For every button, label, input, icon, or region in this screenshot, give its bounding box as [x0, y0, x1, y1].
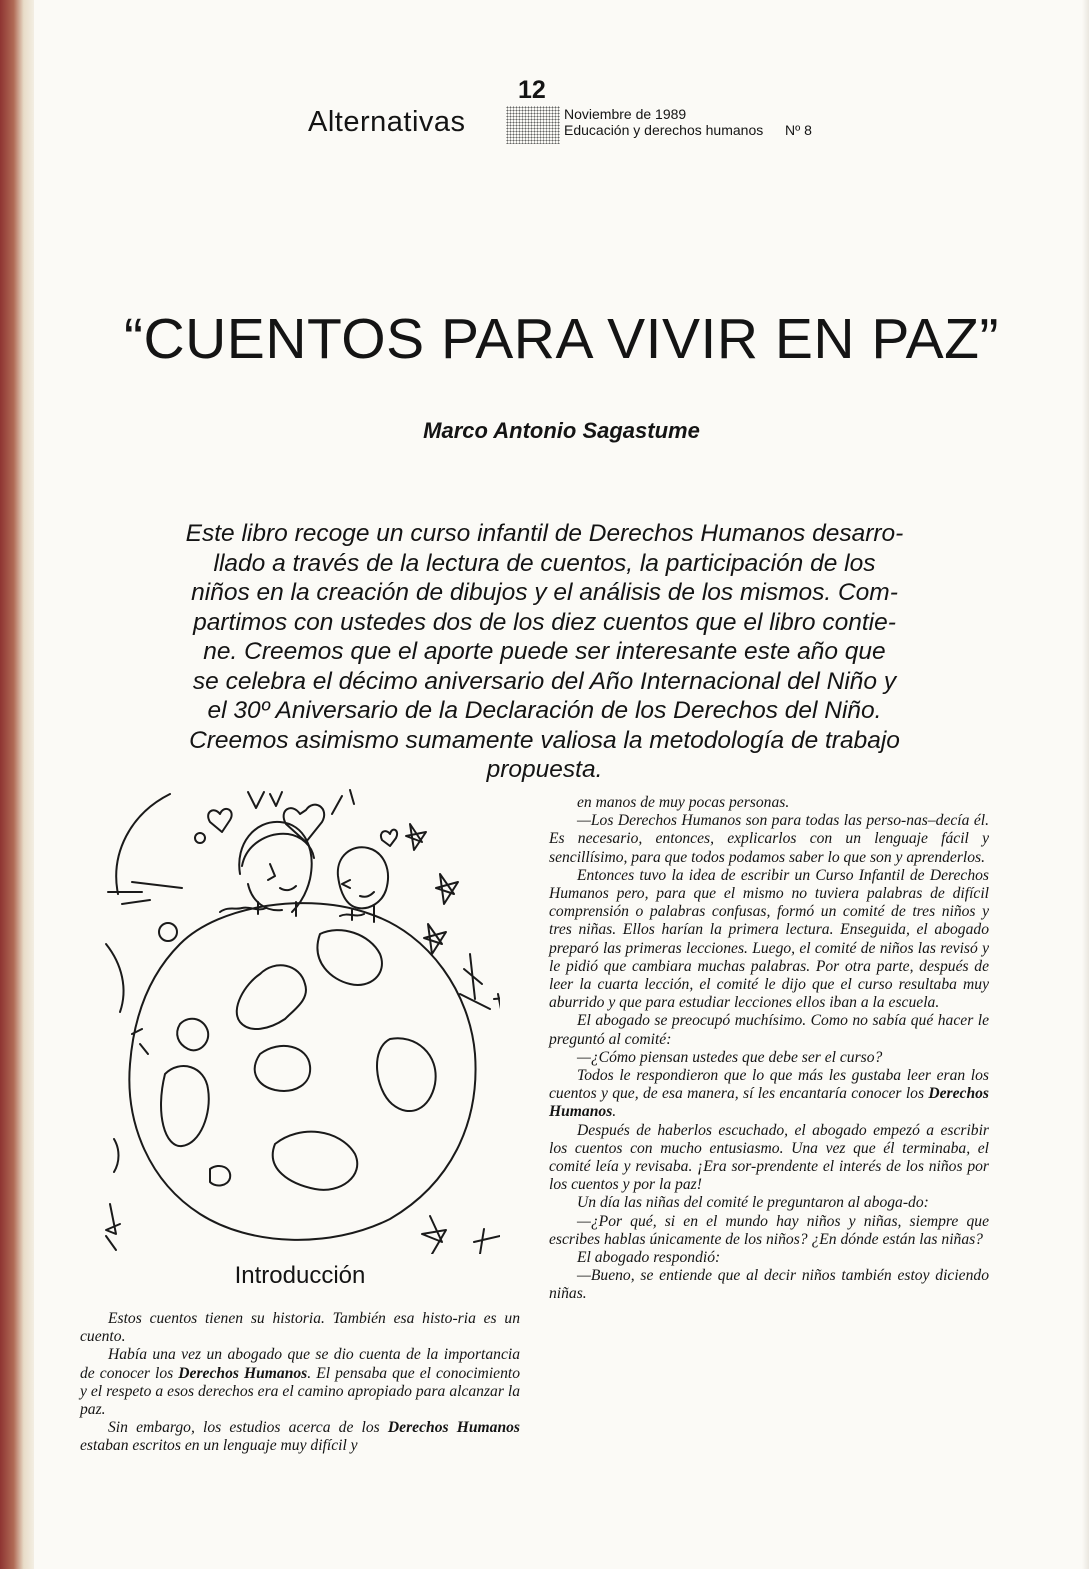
- abstract-line: niños en la creación de dibujos y el análisis de los mismos. Com-: [191, 579, 898, 606]
- star-scribble: [474, 1229, 500, 1254]
- abstract-line: llado a través de la lectura de cuentos, la participación de los: [213, 549, 876, 577]
- moon-outline: [106, 944, 124, 1012]
- body-paragraph: Había una vez un abogado que se dio cuenta de la importancia de conocer los Derechos Humanos. El pensaba que el conocimiento y el respeto a esos derechos era el camino apropiado para alcanzar la paz.: [80, 1346, 521, 1419]
- planet-outline: [129, 903, 475, 1240]
- body-paragraph: El abogado se preocupó muchísimo. Como no sabía qué hacer le preguntó al comité:: [549, 1012, 989, 1048]
- body-paragraph: Estos cuentos tienen su historia. También esa histo-ria es un cuento.: [80, 1310, 520, 1346]
- emphasis-text: Derechos Humanos: [178, 1364, 308, 1382]
- continent-shape: [161, 1066, 209, 1146]
- body-paragraph: —Los Derechos Humanos son para todas las perso-nas–decía él. Es necesario, entonces, explicarlos con un lenguaje fácil y sencillísimo, para que todos podamos saber lo que son y aprenderlos.: [549, 812, 989, 866]
- heart-shape: [381, 830, 397, 846]
- continent-shape: [317, 930, 381, 985]
- star-scribble: [422, 1216, 446, 1254]
- page-number: 12: [518, 76, 546, 104]
- moon-outline: [116, 794, 170, 894]
- child-drawing-illustration: [70, 784, 500, 1254]
- abstract-line: partimos con ustedes dos de los diez cuentos que el libro contie-: [193, 608, 896, 636]
- small-circle: [195, 833, 205, 843]
- body-paragraph: El abogado respondió:: [577, 1249, 721, 1267]
- section-heading-introduccion: Introducción: [234, 1262, 366, 1289]
- article-author: Marco Antonio Sagastume: [423, 418, 700, 443]
- text-column-left: [80, 1310, 520, 1456]
- running-header: [34, 74, 1089, 154]
- abstract-line: propuesta.: [486, 756, 603, 783]
- body-paragraph: en manos de muy pocas personas.: [577, 794, 790, 811]
- star-scribble: [460, 954, 490, 1009]
- abstract-line: Este libro recoge un curso infantil de Derechos Humanos desarro-: [185, 520, 904, 547]
- issue-date: Noviembre de 1989: [564, 106, 687, 122]
- continent-shape: [377, 1038, 436, 1111]
- star-scribble: [106, 1204, 120, 1250]
- emphasis-text: Derechos Humanos: [549, 1085, 989, 1121]
- abstract-line: ne. Creemos que el aporte puede ser interesante este año que: [203, 638, 886, 665]
- abstract-line: se celebra el décimo aniversario del Año Internacional del Niño y: [192, 667, 897, 695]
- continent-shape: [237, 965, 306, 1029]
- text-column-right: [549, 794, 989, 1304]
- issue-topic: Educación y derechos humanos: [564, 122, 764, 138]
- body-paragraph: Sin embargo, los estudios acerca de los Derechos Humanos estaban escritos en un lenguaje muy difícil y: [80, 1419, 520, 1455]
- issue-number: Nº 8: [785, 122, 812, 138]
- magazine-page: [34, 0, 1089, 1569]
- magazine-name: Alternativas: [308, 106, 466, 138]
- article-abstract: [82, 519, 1007, 785]
- body-paragraph: Entonces tuvo la idea de escribir un Curso Infantil de Derechos Humanos pero, para que el mismo no tuviera palabras de difícil comprensión o palabras confusas, formó un comité de tres niños y tres niñas. Ellos harían la primera lectura. Enseguida, el abogado preparó las primeras lecciones. Luego, el comité de niños las revisó y le pidió que cambiara muchas palabras. Por otra parte, después de leer la cuarta lección, el comité le dijo que el curso resultaba muy aburrido y que para estudiar lecciones ellos iban a la escuela.: [549, 866, 989, 1012]
- body-paragraph: Todos le respondieron que lo que más les gustaba leer eran los cuentos y que, de esa manera, sí les encantaría conocer los Derechos Humanos.: [549, 1067, 989, 1121]
- heart-shape: [208, 809, 231, 832]
- page-gutter-shade: [1082, 0, 1089, 1569]
- continent-shape: [273, 1132, 358, 1190]
- page-edge: [0, 0, 34, 1569]
- body-paragraph: —¿Cómo piensan ustedes que debe ser el curso?: [577, 1048, 883, 1066]
- issue-topic-line: [564, 122, 812, 138]
- body-paragraph: —Bueno, se entiende que al decir niños también estoy diciendo niñas.: [549, 1267, 989, 1303]
- continent-shape: [177, 1019, 208, 1051]
- abstract-line: el 30º Aniversario de la Declaración de los Derechos del Niño.: [207, 697, 882, 724]
- body-paragraph: Después de haberlos escuchado, el abogado empezó a escribir los cuentos con mucho entusiasmo. Una vez que él terminaba, el comité leía y revisaba. ¡Era sor-prendente el interés de los niños por los cuentos y por la paz!: [549, 1121, 989, 1194]
- halftone-box: [506, 106, 560, 144]
- star-scribble: [436, 874, 458, 904]
- star-scribble: [406, 824, 426, 850]
- star-scribble: [494, 994, 500, 1014]
- body-paragraph: —¿Por qué, si en el mundo hay niños y niñas, siempre que escribes hablas únicamente de los niños? ¿En dónde están las niñas?: [549, 1212, 989, 1248]
- child-figure: [338, 847, 388, 908]
- continent-shape: [210, 1166, 230, 1186]
- continent-shape: [255, 1046, 310, 1091]
- moon-outline: [114, 1139, 119, 1172]
- article-title: “CUENTOS PARA VIVIR EN PAZ”: [124, 307, 999, 371]
- body-paragraph: Un día las niñas del comité le preguntaron al aboga-do:: [577, 1194, 929, 1212]
- issue-info: [564, 106, 812, 138]
- emphasis-text: Derechos Humanos: [387, 1419, 520, 1437]
- abstract-line: Creemos asimismo sumamente valiosa la metodología de trabajo: [189, 726, 900, 754]
- small-circle: [159, 923, 177, 941]
